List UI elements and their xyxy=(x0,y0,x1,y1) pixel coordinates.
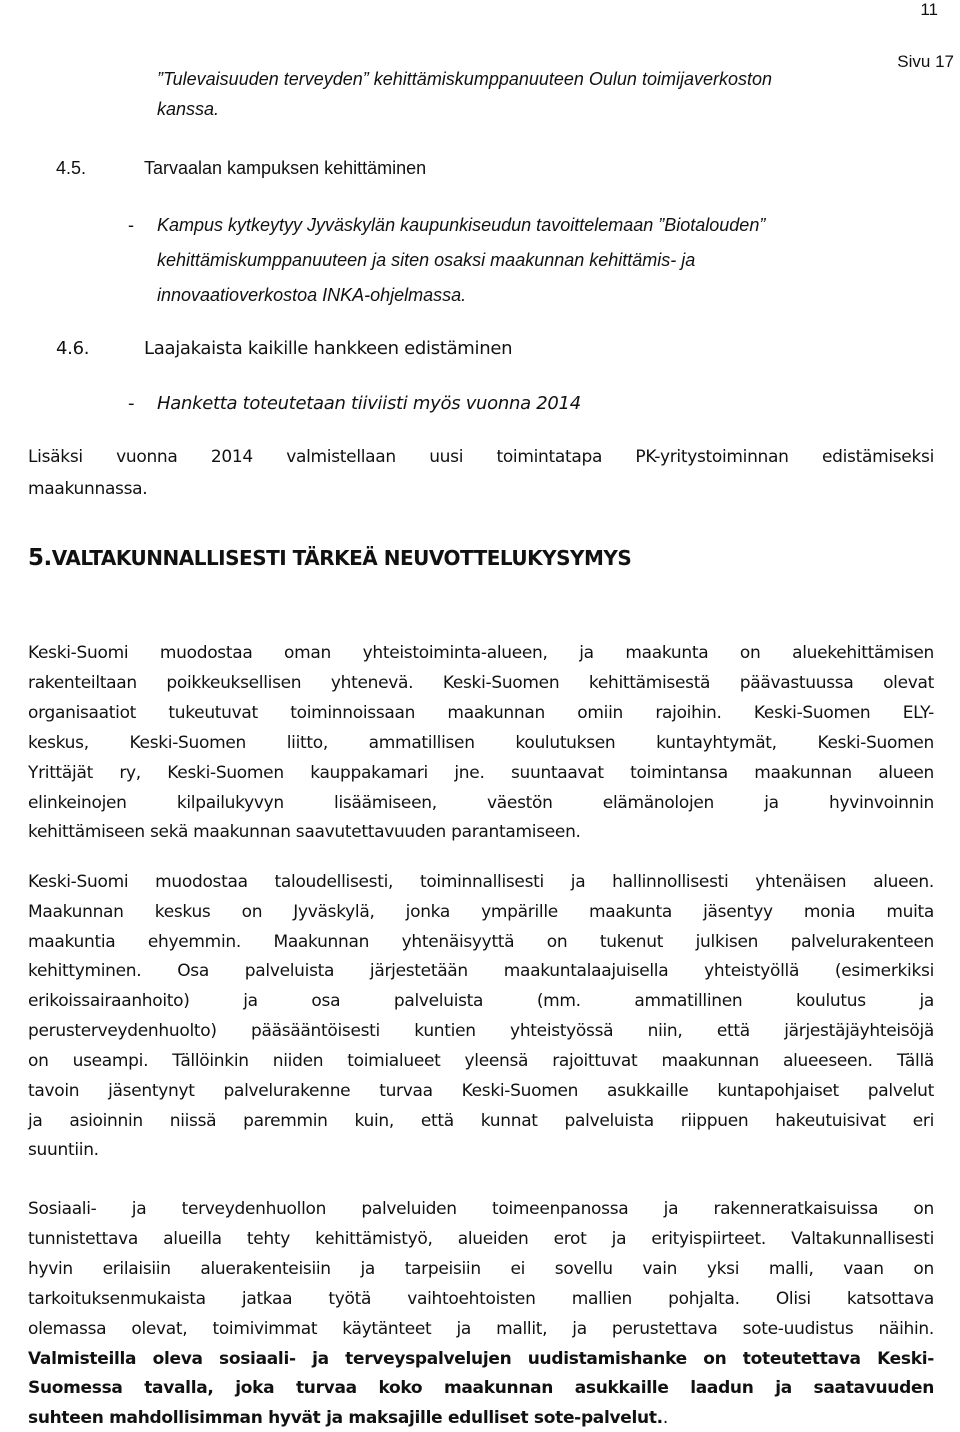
section-4-6-bullet-line: Hanketta toteutetaan tiiviisti myös vuonna 2014 xyxy=(157,393,581,414)
section-5-title: VALTAKUNNALLISESTI TÄRKEÄ NEUVOTTELUKYSYMYS xyxy=(51,546,632,570)
section-4-5-title: Tarvaalan kampuksen kehittäminen xyxy=(144,158,427,178)
continuation-line-2: kanssa. xyxy=(157,99,220,119)
paragraph-1-line-2: rakenteiltaan poikkeuksellisen yhtenevä. Keski-Suomen kehittämisestä päävastuussa olevat xyxy=(28,673,934,693)
page-label: Sivu 17 xyxy=(897,52,954,71)
paragraph-2-line-5: erikoissairaanhoito) ja osa palveluista (mm. ammatillinen koulutus ja xyxy=(28,991,934,1011)
paragraph-1-line-1: Keski-Suomi muodostaa oman yhteistoiminta-alueen, ja maakunta on aluekehittämisen xyxy=(28,643,934,663)
paragraph-2-line-7: on useampi. Tällöinkin niiden toimialueet yleensä rajoittuvat maakunnan alueeseen. Tällä xyxy=(28,1051,934,1071)
paragraph-2-line-2: Maakunnan keskus on Jyväskylä, jonka ympärille maakunta jäsentyy monia muita xyxy=(28,902,934,922)
paragraph-1-line-4: keskus, Keski-Suomen liitto, ammatillisen koulutuksen kuntayhtymät, Keski-Suomen xyxy=(28,733,934,753)
paragraph-3-bold-line-1: Valmisteilla oleva sosiaali- ja terveyspalvelujen uudistamishanke on toteutettava Keski- xyxy=(28,1349,934,1369)
section-4-6-title: Laajakaista kaikille hankkeen edistäminen xyxy=(144,338,513,359)
paragraph-2-line-10: suuntiin. xyxy=(28,1140,99,1160)
paragraph-1-line-5: Yrittäjät ry, Keski-Suomen kauppakamari jne. suuntaavat toimintansa maakunnan alueen xyxy=(28,763,934,783)
section-4-5-bullet-line-3: innovaatioverkostoa INKA-ohjelmassa. xyxy=(157,285,467,305)
section-5-number: 5. xyxy=(28,545,52,571)
paragraph-3-line-2: tunnistettava alueilla tehty kehittämistyö, alueiden erot ja erityispiirteet. Valtakunnallisesti xyxy=(28,1229,934,1249)
paragraph-2-line-9: ja asioinnin niissä paremmin kuin, että kunnat palveluista riippuen hakeutuisivat eri xyxy=(28,1111,934,1131)
paragraph-3-end: . xyxy=(662,1408,668,1428)
paragraph-2-line-6: perusterveydenhuolto) pääsääntöisesti kuntien yhteistyössä niin, että järjestäjäyhteisöjä xyxy=(28,1021,934,1041)
note-line-2: maakunnassa. xyxy=(28,479,148,499)
paragraph-3-bold-line-3: suhteen mahdollisimman hyvät ja maksajille edulliset sote-palvelut. xyxy=(28,1408,663,1428)
section-4-5-number: 4.5. xyxy=(56,158,87,178)
paragraph-3-line-4: tarkoituksenmukaista jatkaa työtä vaihtoehtoisten mallien pohjalta. Olisi katsottava xyxy=(28,1289,934,1309)
section-4-5-bullet-line-1: Kampus kytkeytyy Jyväskylän kaupunkiseudun tavoittelemaan ”Biotalouden” xyxy=(157,215,766,235)
continuation-line-1: ”Tulevaisuuden terveyden” kehittämiskumppanuuteen Oulun toimijaverkoston xyxy=(157,69,772,89)
paragraph-2-line-1: Keski-Suomi muodostaa taloudellisesti, toiminnallisesti ja hallinnollisesti yhtenäisen alueen. xyxy=(28,872,934,892)
paragraph-1-line-7: kehittämiseen sekä maakunnan saavutettavuuden parantamiseen. xyxy=(28,822,581,842)
section-4-5-bullet-line-2: kehittämiskumppanuuteen ja siten osaksi maakunnan kehittämis- ja xyxy=(157,250,696,270)
section-4-6-number: 4.6. xyxy=(56,338,90,359)
paragraph-1-line-3: organisaatiot tukeutuvat toiminnoissaan maakunnan omiin rajoihin. Keski-Suomen ELY- xyxy=(28,703,934,723)
bullet-dash: - xyxy=(128,215,134,235)
paragraph-2-line-4: kehittyminen. Osa palveluista järjestetään maakuntalaajuisella yhteistyöllä (esimerkiksi xyxy=(28,961,934,981)
bullet-dash: - xyxy=(128,393,135,414)
section-5-heading xyxy=(28,545,631,571)
paragraph-1-line-6: elinkeinojen kilpailukyvyn lisäämiseen, väestön elämänolojen ja hyvinvoinnin xyxy=(28,793,934,813)
page-number: 11 xyxy=(920,0,938,19)
paragraph-3-line-3: hyvin erilaisiin aluerakenteisiin ja tarpeisiin ei sovellu vain yksi malli, vaan on xyxy=(28,1259,934,1279)
note-line-1: Lisäksi vuonna 2014 valmistellaan uusi toimintatapa PK-yritystoiminnan edistämiseksi xyxy=(28,447,934,467)
paragraph-2-line-3: maakuntia ehyemmin. Maakunnan yhtenäisyyttä on tukenut julkisen palvelurakenteen xyxy=(28,932,934,952)
paragraph-3-bold-line-3-wrap xyxy=(28,1408,668,1428)
paragraph-3-line-1: Sosiaali- ja terveydenhuollon palveluiden toimeenpanossa ja rakenneratkaisuissa on xyxy=(28,1199,934,1219)
paragraph-3-bold-line-2: Suomessa tavalla, joka turvaa koko maakunnan asukkaille laadun ja saatavuuden xyxy=(28,1378,934,1398)
paragraph-3-line-5: olemassa olevat, toimivimmat käytänteet ja mallit, ja perustettava sote-uudistus näihin. xyxy=(28,1319,934,1339)
paragraph-2-line-8: tavoin jäsentynyt palvelurakenne turvaa Keski-Suomen asukkaille kuntapohjaiset palvelut xyxy=(28,1081,934,1101)
